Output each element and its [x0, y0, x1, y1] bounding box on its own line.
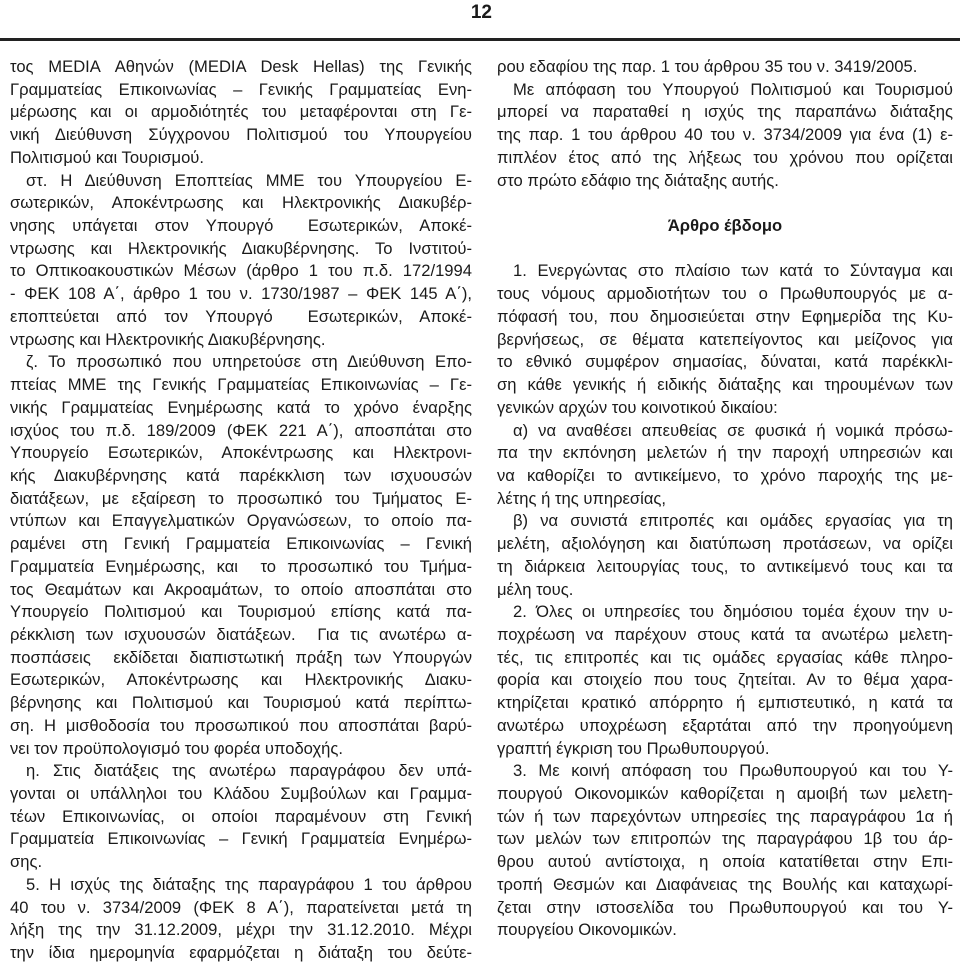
text-line: Πολιτισμού και Τουρισμού. — [10, 147, 204, 167]
page-header — [0, 0, 960, 41]
text-line: πτείας ΜΜΕ της Γενικής Γραμματείας Επικοινωνίας – Γε- — [10, 375, 472, 395]
text-line: - ΦΕΚ 108 Α΄, άρθρο 1 του ν. 1730/1987 – ΦΕΚ 145 Α΄), — [10, 284, 472, 304]
text-line: Υπουργείο Εσωτερικών, Αποκέντρωσης και Ηλεκτρονι- — [10, 443, 472, 463]
text-line: νησης υπάγεται στον Υπουργό Εσωτερικών, Αποκέ- — [10, 216, 472, 236]
text-line: 3. Με κοινή απόφαση του Πρωθυπουργού και του Υ- — [513, 761, 953, 781]
text-line: σωτερικών, Αποκέντρωσης και Ηλεκτρονικής Διακυβέρ- — [10, 193, 472, 213]
text-line: φορία και στοιχείο που τους ζητείται. Αν το θέμα χαρα- — [497, 670, 953, 690]
text-line: μέρωσης και οι αρμοδιότητές του μεταφέρονται στη Γε- — [10, 102, 472, 122]
text-line: τος MEDIA Αθηνών (MEDIA Desk Hellas) της Γενικής — [10, 57, 472, 76]
text-line: πιπλέον έτος από της λήξεως του χρόνου που ορίζεται — [497, 147, 953, 167]
text-line: πουργείου Οικονομικών. — [497, 920, 677, 940]
left-column — [10, 56, 472, 965]
text-line: μελέτη, αξιολόγηση και διατύπωση προτάσεων, να ορίζει — [497, 534, 953, 554]
right-column — [497, 56, 953, 942]
text-line: τη διάρκεια λειτουργίας τους, το αντικείμενό τους και τα — [497, 556, 953, 576]
text-line: Υπουργείο Πολιτισμού και Τουρισμού επίσης κατά πα- — [10, 602, 472, 622]
text-line: κής Διακυβέρνησης κατά παρέκκλιση των ισχυουσών — [10, 465, 472, 485]
text-line: η. Στις διατάξεις της ανωτέρω παραγράφου δεν υπά- — [26, 761, 472, 781]
text-line: πουργού Οικονομικών καθορίζεται η αμοιβή των μελετη- — [497, 784, 953, 803]
text-line: γενικών αρχών του κοινοτικού δικαίου: — [497, 397, 778, 417]
text-line: Γραμματείας Επικοινωνίας – Γενικής Γραμματείας Ενη- — [10, 79, 472, 99]
text-line: ντρωσης και Ηλεκτρονικής Διακυβέρνησης. — [10, 329, 326, 349]
text-line: ρέκκλιση των ισχυουσών διατάξεων. Για τις ανωτέρω α- — [10, 624, 472, 644]
text-line: την ίδια ημερομηνία εφαρμόζεται η διάταξη του δεύτε- — [10, 943, 472, 963]
text-line: τους νόμους αρμοδιοτήτων του ο Πρωθυπουργός με α- — [497, 284, 953, 304]
text-line: λέτης ή της υπηρεσίας, — [497, 488, 667, 508]
text-line: της παρ. 1 του άρθρου 40 του ν. 3734/2009 για ένα (1) ε- — [497, 125, 953, 145]
header-rule — [0, 38, 960, 41]
text-line: λήξη της την 31.12.2009, μέχρι την 31.12.2010. Μέχρι — [10, 920, 472, 940]
text-line: 40 του ν. 3734/2009 (ΦΕΚ 8 Α΄), παρατείνεται μετά τη — [10, 897, 472, 917]
text-line: Με απόφαση του Υπουργού Πολιτισμού και Τουρισμού — [513, 79, 953, 99]
text-line: ισχύος του π.δ. 189/2009 (ΦΕΚ 221 Α΄), αποσπάται στο — [10, 420, 472, 440]
text-line: μπορεί να παραταθεί η ισχύς της παραπάνω διάταξης — [497, 102, 953, 122]
text-line: 2. Όλες οι υπηρεσίες του δημόσιου τομέα έχουν την υ- — [513, 602, 953, 622]
text-line — [497, 192, 953, 215]
text-line: 1. Ενεργώντας στο πλαίσιο των κατά το Σύνταγμα και — [513, 261, 953, 281]
text-line: ανωτέρω υποχρέωση εξαρτάται από την προηγούμενη — [497, 715, 953, 735]
text-line: τέων Επικοινωνίας, οι οποίοι παραμένουν στη Γενική — [10, 806, 472, 826]
text-line: το εθνικό συμφέρον σημασίας, δύναται, κατά παρέκκλι- — [497, 352, 953, 372]
text-line: στο πρώτο εδάφιο της διάταξης αυτής. — [497, 170, 779, 190]
text-line: ζεται στην ιστοσελίδα του Πρωθυπουργού και του Υ- — [497, 897, 953, 917]
text-line: στ. Η Διεύθυνση Εποπτείας ΜΜΕ του Υπουργείου Ε- — [26, 170, 472, 190]
text-line: Εσωτερικών, Αποκέντρωσης και Ηλεκτρονικής Διακυ- — [10, 670, 472, 690]
text-line — [497, 238, 953, 261]
text-line: νικής Γραμματείας Ενημέρωσης κατά το χρόνο έναρξης — [10, 397, 472, 417]
text-line: διατάξεων, με εξαίρεση το προσωπικό του Τμήματος Ε- — [10, 488, 472, 508]
text-line: ση κάθε γενικής ή ειδικής διάταξης και τηρουμένων των — [497, 375, 953, 395]
text-line: ποχρέωση να παρέχουν στους κατά τα ανωτέρω μελετη- — [497, 624, 953, 644]
text-line: ζ. Το προσωπικό που υπηρετούσε στη Διεύθυνση Επο- — [26, 352, 472, 372]
text-line: ντρωσης και Ηλεκτρονικής Διακυβέρνησης. Το Ινστιτού- — [10, 238, 472, 258]
text-line: α) να αναθέσει απευθείας σε φυσικά ή νομικά πρόσω- — [513, 420, 953, 440]
text-line: βέρνησης και Πολιτισμού και Τουρισμού κατά περίπτω- — [10, 693, 472, 713]
text-line: τών ή των παρεχόντων υπηρεσίες της παραγράφου 1α ή — [497, 806, 953, 826]
text-line: Γραμματεία Ενημέρωσης, και το προσωπικό του Τμήμα- — [10, 556, 472, 576]
text-line: Γραμματεία Επικοινωνίας – Γενική Γραμματεία Ενημέρω- — [10, 829, 472, 849]
text-line: μέλη τους. — [497, 579, 574, 599]
text-line: κτηρίζεται κρατικό απόρρητο ή εμπιστευτικό, η κατά τα — [497, 693, 953, 713]
text-line: β) να συνιστά επιτροπές και ομάδες εργασίας για τη — [513, 511, 953, 531]
text-line: βερνήσεως, σε θέματα κατεπείγοντος και μείζονος για — [497, 329, 953, 349]
text-line: γραπτή έγκριση του Πρωθυπουργού. — [497, 738, 770, 758]
text-line: τροπή Θεσμών και Διαφάνειας της Βουλής και καταχωρί- — [497, 874, 953, 894]
text-line: ντύπων και Επαγγελματικών Οργανώσεων, το οποίο πα- — [10, 511, 472, 531]
text-line: τος Θεαμάτων και Ακροαμάτων, το οποίο αποσπάται στο — [10, 579, 472, 599]
text-line: θρου αυτού αντίστοιχα, η οποία κατατίθεται στην Επι- — [497, 852, 953, 872]
text-line: πα την εκπόνηση μελετών ή την παροχή υπηρεσιών και — [497, 443, 953, 463]
page-number: 12 — [470, 2, 492, 23]
text-line: ποσπάσεις εκδίδεται διαπιστωτική πράξη των Υπουργών — [10, 647, 472, 667]
text-line: νει τον προϋπολογισμό του φορέα υποδοχής. — [10, 738, 344, 758]
text-line: πόφασή του, που δημοσιεύεται στην Εφημερίδα της Κυ- — [497, 306, 953, 326]
text-line: να καθορίζει το αντικείμενο, το χρόνο παροχής της με- — [497, 465, 953, 485]
article-heading: Άρθρο έβδομο — [667, 216, 783, 236]
text-line: σης. — [10, 852, 43, 872]
text-line: ρου εδαφίου της παρ. 1 του άρθρου 35 του ν. 3419/2005. — [497, 57, 918, 76]
text-line: εποπτεύεται από τον Υπουργό Εσωτερικών, Αποκέ- — [10, 306, 472, 326]
text-line: των μελών των επιτροπών της παραγράφου 1β του άρ- — [497, 829, 953, 849]
text-line: γονται οι υπάλληλοι του Κλάδου Συμβούλων και Γραμμα- — [10, 784, 472, 803]
text-line: τές, τις επιτροπές και τις ομάδες εργασίας κάθε πληρο- — [497, 647, 953, 667]
text-line: ραμένει στη Γενική Γραμματεία Επικοινωνίας – Γενική — [10, 534, 472, 554]
text-line: ση. Η μισθοδοσία του προσωπικού που αποσπάται βαρύ- — [10, 715, 472, 735]
text-line: νική Διεύθυνση Σύγχρονου Πολιτισμού του Υπουργείου — [10, 125, 472, 145]
text-line: το Οπτικοακουστικών Μέσων (άρθρο 1 του π.δ. 172/1994 — [10, 261, 472, 281]
text-line: 5. Η ισχύς της διάταξης της παραγράφου 1 του άρθρου — [26, 874, 472, 894]
